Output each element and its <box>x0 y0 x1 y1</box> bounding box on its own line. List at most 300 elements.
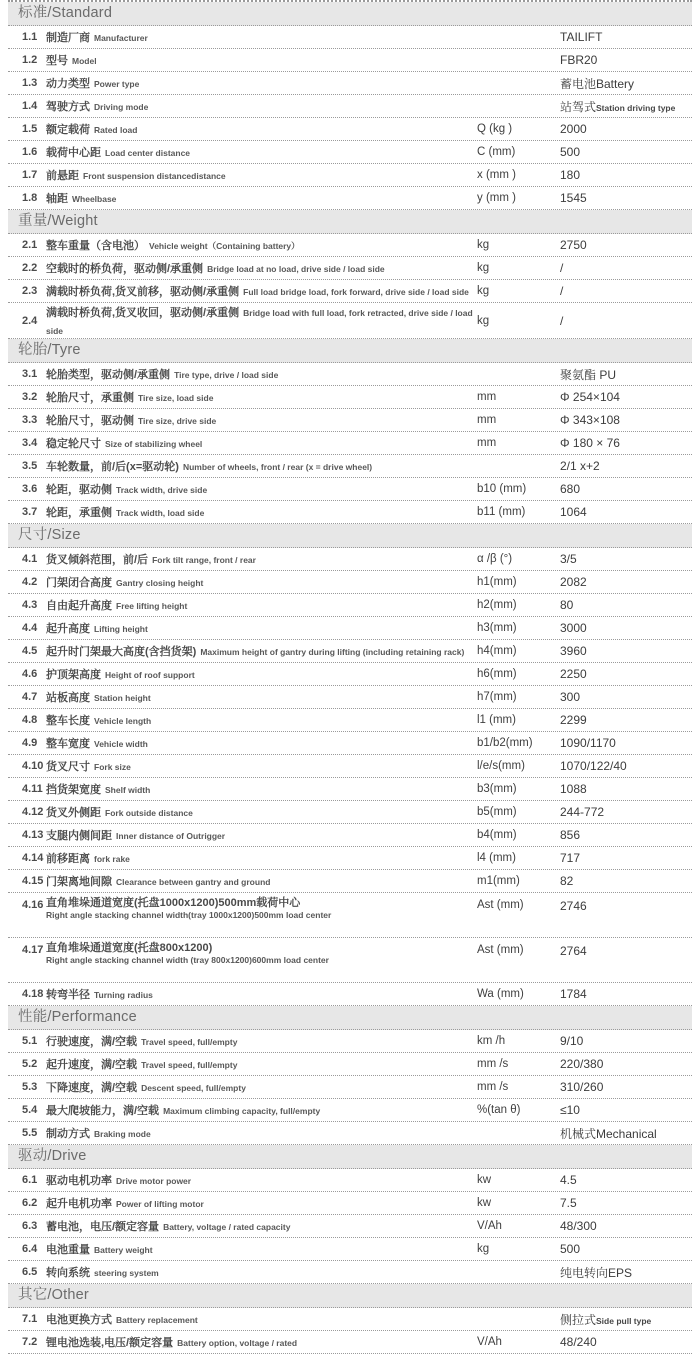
row-label-zh: 电池重量 <box>46 1244 90 1257</box>
row-number: 4.10 <box>22 760 44 773</box>
section-header: 其它/Other <box>8 1284 692 1308</box>
row-value-main: 1088 <box>560 782 587 797</box>
row-value-main: 9/10 <box>560 1034 584 1049</box>
row-number: 4.8 <box>22 714 38 727</box>
row-label-zh: 轮胎尺寸，驱动侧 <box>46 415 134 428</box>
row-number: 5.1 <box>22 1035 38 1048</box>
row-label-en: Size of stabilizing wheel <box>105 439 203 450</box>
row-label-zh: 货叉外侧距 <box>46 807 101 820</box>
row-value-main: / <box>560 313 564 328</box>
row-label <box>46 1333 477 1351</box>
spec-row <box>8 1308 692 1331</box>
spec-row <box>8 732 692 755</box>
row-number: 4.14 <box>22 852 44 865</box>
row-value-main: 侧拉式 <box>560 1312 597 1327</box>
row-value <box>560 690 692 704</box>
row-label-en: Height of roof support <box>105 670 195 681</box>
row-label <box>46 434 477 452</box>
row-label <box>46 872 477 890</box>
row-label-zh: 自由起升高度 <box>46 600 112 613</box>
row-number: 3.1 <box>22 368 38 381</box>
row-value <box>560 851 692 865</box>
row-number: 1.8 <box>22 192 38 204</box>
row-number: 6.3 <box>22 1220 38 1233</box>
row-unit: %(tan θ) <box>477 1104 521 1117</box>
row-label <box>46 1101 477 1119</box>
row-label-en: Travel speed, full/empty <box>141 1060 238 1071</box>
row-label-zh: 轮距，承重侧 <box>46 507 112 520</box>
row-value-main: 3/5 <box>560 552 577 567</box>
row-label <box>46 596 477 614</box>
row-unit: b10 (mm) <box>477 483 527 496</box>
row-value-main: 48/240 <box>560 1335 597 1350</box>
row-value <box>560 1242 692 1256</box>
row-unit: m1(mm) <box>477 875 520 888</box>
row-label <box>46 665 477 683</box>
row-unit: b4(mm) <box>477 829 517 842</box>
row-label <box>46 780 477 798</box>
row-number: 3.5 <box>22 460 38 473</box>
spec-row <box>8 501 692 524</box>
spec-row <box>8 95 692 118</box>
row-label-en: fork rake <box>94 854 130 865</box>
row-value-main: 1064 <box>560 505 587 520</box>
row-label-zh: 空载时的桥负荷，驱动侧/承重侧 <box>46 263 204 276</box>
row-label-en: Bridge load with full load, fork retracted, drive side / load side <box>46 308 473 336</box>
row-label <box>46 120 477 138</box>
row-label-zh: 前悬距 <box>46 170 79 183</box>
row-value <box>560 30 692 44</box>
row-value-main: 2082 <box>560 575 587 590</box>
row-unit: h7(mm) <box>477 691 517 704</box>
row-label <box>46 757 477 775</box>
row-value <box>560 575 692 589</box>
row-label <box>46 1171 477 1189</box>
row-unit: V/Ah <box>477 1220 502 1233</box>
row-number: 4.6 <box>22 668 38 681</box>
row-value-main: 4.5 <box>560 1173 577 1188</box>
spec-row <box>8 257 692 280</box>
row-label-en: Shelf width <box>105 785 151 796</box>
row-value <box>560 942 692 958</box>
row-value <box>560 122 692 136</box>
row-label-zh: 锂电池选装,电压/额定容量 <box>46 1337 174 1350</box>
row-number: 7.2 <box>22 1336 38 1349</box>
row-label <box>46 642 477 660</box>
row-value <box>560 505 692 519</box>
row-number: 4.13 <box>22 829 44 842</box>
row-value-main: 310/260 <box>560 1080 604 1095</box>
row-value <box>560 413 692 427</box>
row-label-en: Vehicle weight（Containing battery） <box>149 241 300 252</box>
row-label-zh: 行驶速度，满/空载 <box>46 1036 138 1049</box>
spec-row <box>8 1331 692 1354</box>
row-label <box>46 388 477 406</box>
row-value-main: 500 <box>560 145 581 159</box>
row-value-main: Φ 343×108 <box>560 413 620 428</box>
row-value <box>560 459 692 473</box>
row-label-zh: 货叉尺寸 <box>46 761 90 774</box>
row-unit: h6(mm) <box>477 668 517 681</box>
row-value <box>560 1034 692 1048</box>
row-number: 1.5 <box>22 123 38 135</box>
row-number: 4.4 <box>22 622 38 635</box>
row-number: 4.5 <box>22 645 38 658</box>
row-unit: l1 (mm) <box>477 714 516 727</box>
row-label <box>46 826 477 844</box>
row-label-zh: 电池更换方式 <box>46 1314 112 1327</box>
row-value-main: 1545 <box>560 191 587 205</box>
spec-row <box>8 386 692 409</box>
row-value <box>560 1219 692 1233</box>
row-label-zh: 蓄电池，电压/额定容量 <box>46 1221 160 1234</box>
row-value <box>560 736 692 750</box>
spec-row <box>8 1099 692 1122</box>
row-label <box>46 143 477 161</box>
row-label <box>46 897 477 920</box>
spec-row <box>8 234 692 257</box>
row-number: 6.5 <box>22 1266 38 1279</box>
spec-row <box>8 1261 692 1284</box>
row-number: 4.1 <box>22 553 38 566</box>
row-label <box>46 365 477 383</box>
row-number: 5.5 <box>22 1127 38 1140</box>
row-value-main: 680 <box>560 482 581 497</box>
row-number: 1.6 <box>22 146 38 158</box>
spec-row <box>8 571 692 594</box>
row-label <box>46 1055 477 1073</box>
row-value-main: 纯电转向EPS <box>560 1265 633 1280</box>
row-label-en: Full load bridge load, fork forward, drive side / load side <box>243 287 469 298</box>
row-label-en: Gantry closing height <box>116 578 204 589</box>
row-label-zh: 轮胎类型，驱动侧/承重侧 <box>46 369 171 382</box>
spec-row <box>8 478 692 501</box>
row-label-en: Turning radius <box>94 990 153 1001</box>
row-number: 6.2 <box>22 1197 38 1210</box>
row-label <box>46 985 477 1003</box>
row-value-main: 2764 <box>560 944 587 959</box>
row-value-main: / <box>560 284 564 298</box>
row-value-main: 82 <box>560 874 574 889</box>
row-number: 3.4 <box>22 437 38 450</box>
row-value <box>560 1173 692 1187</box>
row-number: 6.4 <box>22 1243 38 1256</box>
row-label-en: Driving mode <box>94 102 149 113</box>
row-unit: mm /s <box>477 1058 509 1071</box>
row-number: 4.17 <box>22 944 44 957</box>
row-value <box>560 828 692 842</box>
row-label-zh: 门架闭合高度 <box>46 577 112 590</box>
row-unit: h4(mm) <box>477 645 517 658</box>
row-value <box>560 390 692 404</box>
spec-row <box>8 548 692 571</box>
row-label-en: Right angle stacking channel width(tray 1000x1200)500mm load center <box>46 910 332 921</box>
row-value <box>560 1080 692 1094</box>
row-label <box>46 1032 477 1050</box>
row-number: 1.7 <box>22 169 38 181</box>
row-label-zh: 型号 <box>46 55 68 68</box>
row-unit: Q (kg ) <box>477 123 513 135</box>
row-unit: b3(mm) <box>477 783 517 796</box>
spec-row <box>8 983 692 1006</box>
spec-row <box>8 801 692 824</box>
spec-row <box>8 187 692 210</box>
row-label-zh: 满载时桥负荷,货叉前移，驱动侧/承重侧 <box>46 286 240 299</box>
row-label <box>46 1263 477 1281</box>
row-label-zh: 稳定轮尺寸 <box>46 438 101 451</box>
row-label-zh: 动力类型 <box>46 78 90 91</box>
row-label-en: Maximum height of gantry during lifting (including retaining rack) <box>200 647 465 658</box>
row-label-zh: 制造厂商 <box>46 32 90 45</box>
row-label-zh: 载荷中心距 <box>46 147 101 160</box>
row-label-en: Power of lifting motor <box>116 1199 204 1210</box>
row-label <box>46 550 477 568</box>
row-label-en: Vehicle width <box>94 739 148 750</box>
row-label-en: Model <box>72 56 97 67</box>
spec-row <box>8 141 692 164</box>
row-value <box>560 314 692 328</box>
row-value-main: 2000 <box>560 122 587 136</box>
row-label-en: Vehicle length <box>94 716 152 727</box>
row-label <box>46 480 477 498</box>
spec-row <box>8 1215 692 1238</box>
spec-row <box>8 893 692 938</box>
row-label-en: Battery, voltage / rated capacity <box>163 1222 291 1233</box>
row-unit: kw <box>477 1197 492 1210</box>
row-value <box>560 598 692 612</box>
row-value-main: 220/380 <box>560 1057 604 1072</box>
row-value <box>560 552 692 566</box>
row-label-en: Battery replacement <box>116 1315 198 1326</box>
row-label-zh: 驾驶方式 <box>46 101 90 114</box>
row-label-en: Wheelbase <box>72 194 117 205</box>
section-header: 性能/Performance <box>8 1006 692 1030</box>
row-number: 7.1 <box>22 1313 38 1326</box>
spec-row <box>8 709 692 732</box>
row-number: 1.2 <box>22 54 38 66</box>
row-label <box>46 303 477 338</box>
row-value-main: FBR20 <box>560 53 598 67</box>
row-unit: mm <box>477 437 497 450</box>
spec-row <box>8 755 692 778</box>
row-unit: b5(mm) <box>477 806 517 819</box>
spec-row <box>8 1030 692 1053</box>
row-label-zh: 起升速度，满/空载 <box>46 1059 138 1072</box>
row-number: 1.4 <box>22 100 38 112</box>
row-label-zh: 轮距，驱动侧 <box>46 484 112 497</box>
row-value <box>560 667 692 681</box>
row-label <box>46 411 477 429</box>
row-value-main: 2750 <box>560 238 587 252</box>
row-value-main: 2250 <box>560 667 587 682</box>
row-unit: l/e/s(mm) <box>477 760 525 773</box>
row-value <box>560 782 692 796</box>
spec-row <box>8 26 692 49</box>
row-value-main: 2/1 x+2 <box>560 459 600 474</box>
row-label-zh: 整车宽度 <box>46 738 90 751</box>
row-value-main: ≤10 <box>560 1103 580 1118</box>
row-label <box>46 503 477 521</box>
row-unit: b11 (mm) <box>477 506 526 519</box>
row-number: 2.4 <box>22 314 38 327</box>
spec-table <box>8 0 692 1354</box>
row-value <box>560 897 692 913</box>
row-value <box>560 1264 692 1281</box>
row-label-en: Tire size, load side <box>138 393 214 404</box>
row-label <box>46 259 477 277</box>
row-unit: kw <box>477 1174 492 1187</box>
row-label-en: Lifting height <box>94 624 148 635</box>
row-value-main: 机械式Mechanical <box>560 1126 657 1141</box>
row-label <box>46 189 477 207</box>
spec-row <box>8 1076 692 1099</box>
row-label-en: Fork size <box>94 762 131 773</box>
row-label <box>46 619 477 637</box>
row-label <box>46 1310 477 1328</box>
row-value-main: 蓄电池Battery <box>560 76 635 91</box>
row-label-zh: 轴距 <box>46 193 68 206</box>
row-value-main: / <box>560 261 564 275</box>
spec-row <box>8 663 692 686</box>
row-label-zh: 起升高度 <box>46 623 90 636</box>
row-unit: V/Ah <box>477 1336 502 1349</box>
row-label-zh: 门架离地间隙 <box>46 876 112 889</box>
row-unit: kg <box>477 1243 490 1256</box>
spec-row <box>8 1192 692 1215</box>
section-header: 标准/Standard <box>8 2 692 26</box>
row-value-main: 48/300 <box>560 1219 597 1234</box>
row-value <box>560 1103 692 1117</box>
spec-row <box>8 594 692 617</box>
row-label <box>46 711 477 729</box>
row-number: 4.18 <box>22 988 44 1001</box>
row-value-main: 3960 <box>560 644 587 659</box>
row-value <box>560 1335 692 1349</box>
row-label-en: Bridge load at no load, drive side / load side <box>207 264 385 275</box>
row-label-zh: 制动方式 <box>46 1128 90 1141</box>
row-value-main: 856 <box>560 828 581 843</box>
row-unit: mm /s <box>477 1081 509 1094</box>
spec-row <box>8 617 692 640</box>
row-value <box>560 284 692 298</box>
row-number: 4.16 <box>22 899 44 912</box>
row-number: 4.7 <box>22 691 38 704</box>
row-label <box>46 1078 477 1096</box>
row-value <box>560 366 692 383</box>
spec-row <box>8 938 692 983</box>
row-number: 4.9 <box>22 737 38 750</box>
row-number: 1.3 <box>22 77 38 89</box>
row-unit: C (mm) <box>477 146 516 158</box>
row-unit: Wa (mm) <box>477 988 524 1001</box>
row-number: 3.3 <box>22 414 38 427</box>
row-value <box>560 1057 692 1071</box>
row-label-en: Descent speed, full/empty <box>141 1083 246 1094</box>
section-header: 轮胎/Tyre <box>8 339 692 363</box>
spec-row <box>8 1169 692 1192</box>
row-value-main: 聚氨酯 PU <box>560 367 617 382</box>
row-label-zh: 转向系统 <box>46 1267 90 1280</box>
row-number: 3.6 <box>22 483 38 496</box>
row-label-zh: 轮胎尺寸，承重侧 <box>46 392 134 405</box>
spec-row <box>8 72 692 95</box>
row-label-en: steering system <box>94 1268 159 1279</box>
row-label <box>46 166 477 184</box>
row-label-zh: 直角堆垛通道宽度(托盘1000x1200)500mm载荷中心 <box>46 897 301 910</box>
row-label-en: Clearance between gantry and ground <box>116 877 271 888</box>
row-number: 4.15 <box>22 875 44 888</box>
row-value <box>560 168 692 182</box>
row-label-zh: 起升时门架最大高度(含挡货架) <box>46 646 197 659</box>
row-value <box>560 238 692 252</box>
row-label-zh: 前移距离 <box>46 853 90 866</box>
row-label-en: Load center distance <box>105 148 191 159</box>
row-label <box>46 1124 477 1142</box>
row-label <box>46 942 477 965</box>
row-number: 3.7 <box>22 506 38 519</box>
row-label <box>46 74 477 92</box>
row-value-main: Φ 254×104 <box>560 390 620 405</box>
row-label <box>46 573 477 591</box>
row-value-main: 2299 <box>560 713 587 728</box>
row-value <box>560 713 692 727</box>
row-value <box>560 261 692 275</box>
row-value <box>560 482 692 496</box>
spec-row <box>8 847 692 870</box>
row-label-en: Track width, drive side <box>116 485 208 496</box>
row-value-main: 1784 <box>560 987 587 1002</box>
row-label-en: Manufacturer <box>94 33 148 44</box>
row-label-en: Travel speed, full/empty <box>141 1037 238 1048</box>
spec-row <box>8 640 692 663</box>
row-number: 1.1 <box>22 31 38 43</box>
row-label-en: Battery option, voltage / rated <box>177 1338 298 1349</box>
row-value <box>560 98 692 115</box>
row-label-en: Fork outside distance <box>105 808 193 819</box>
row-label-zh: 车轮数量，前/后(x=驱动轮) <box>46 461 179 474</box>
row-value <box>560 874 692 888</box>
row-label <box>46 28 477 46</box>
spec-row <box>8 870 692 893</box>
row-value-main: 3000 <box>560 621 587 636</box>
spec-row <box>8 363 692 386</box>
row-unit: kg <box>477 262 490 274</box>
row-label-zh: 整车长度 <box>46 715 90 728</box>
row-label <box>46 1217 477 1235</box>
spec-row <box>8 778 692 801</box>
row-value <box>560 621 692 635</box>
row-label-en: Front suspension distancedistance <box>83 171 226 182</box>
row-value <box>560 644 692 658</box>
row-value <box>560 75 692 92</box>
row-label-zh: 驱动电机功率 <box>46 1175 112 1188</box>
row-unit: h1(mm) <box>477 576 517 589</box>
row-unit: kg <box>477 239 490 251</box>
row-label-en: Station height <box>94 693 151 704</box>
spec-row <box>8 1238 692 1261</box>
row-label-en: Maximum climbing capacity, full/empty <box>163 1106 321 1117</box>
row-label-en: Power type <box>94 79 140 90</box>
spec-row <box>8 1122 692 1145</box>
spec-row <box>8 1053 692 1076</box>
spec-row <box>8 118 692 141</box>
row-label-zh: 下降速度，满/空载 <box>46 1082 138 1095</box>
row-label <box>46 457 477 475</box>
row-value <box>560 436 692 450</box>
row-label-en: Battery weight <box>94 1245 153 1256</box>
row-number: 4.11 <box>22 783 43 796</box>
row-label <box>46 97 477 115</box>
